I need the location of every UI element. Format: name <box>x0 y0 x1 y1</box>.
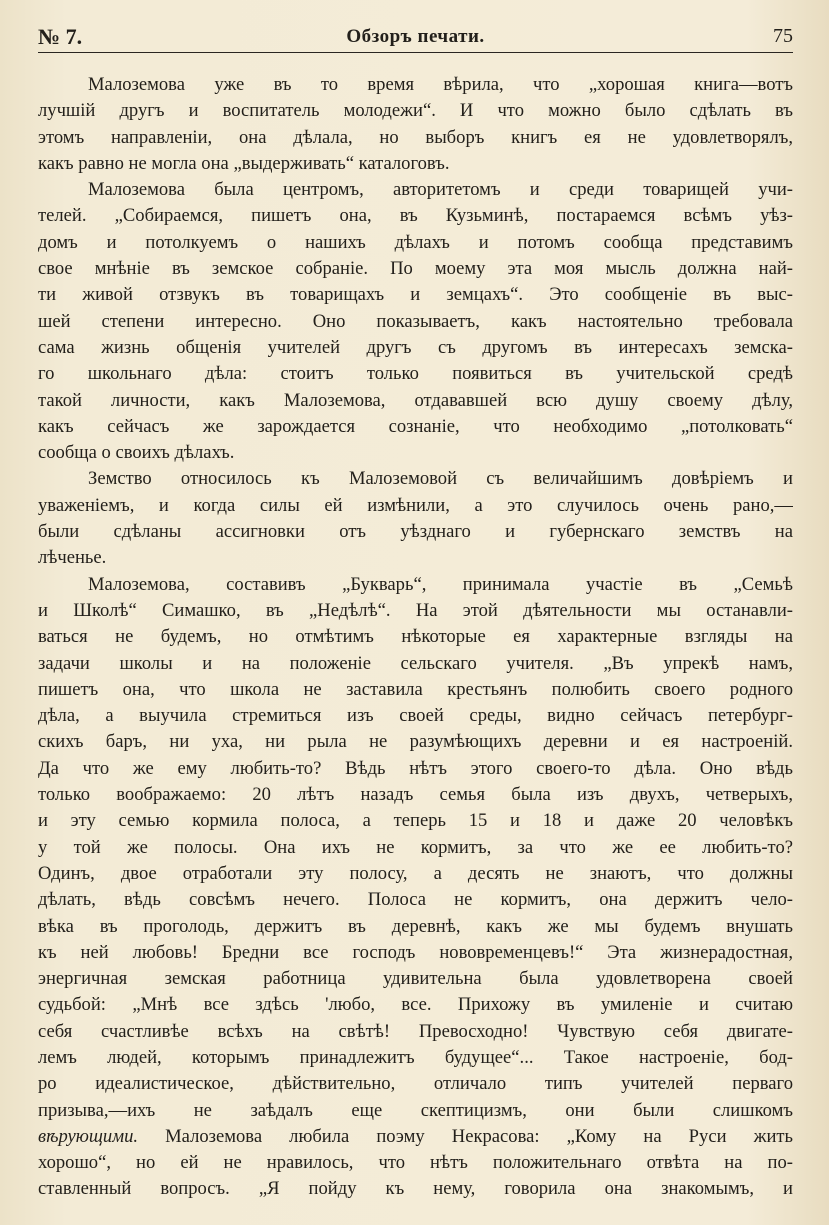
page-number: 75 <box>773 25 793 47</box>
text-line: ваться не будемъ, но отмѣтимъ нѣкоторые ея характерные взгляды на <box>38 626 793 648</box>
text-line: хорошо“, но ей не нравилось, что нѣтъ положительнаго отвѣта на по- <box>38 1152 793 1174</box>
text-line: лѣченье. <box>38 547 107 569</box>
text-line: сама жизнь общенія учителей другъ съ другомъ въ интересахъ земска- <box>38 336 793 358</box>
text-line: дѣлать, вѣдь совсѣмъ нечего. Полоса не кормитъ, она держитъ чело- <box>38 889 793 911</box>
issue-number: № 7. <box>38 24 83 49</box>
text-line: уваженіемъ, и когда силы ей измѣнили, а это случилось очень рано,— <box>38 494 793 516</box>
text-line: къ ней любовь! Бредни все господъ нововременцевъ!“ Эта жизнерадостная, <box>38 941 793 963</box>
text-line: ро идеалистическое, дѣйствительно, отличало типъ учителей перваго <box>38 1073 793 1095</box>
text-line: домъ и потолкуемъ о нашихъ дѣлахъ и потомъ сообща представимъ <box>38 231 793 253</box>
body-text <box>38 72 793 1203</box>
text-line: энергичная земская работница удивительна была удовлетворена своей <box>38 968 793 990</box>
text-line: Малоземова была центромъ, авторитетомъ и среди товарищей учи- <box>88 179 793 201</box>
text-line: судьбой: „Мнѣ все здѣсь 'любо, все. Прихожу въ умиленіе и считаю <box>38 994 793 1016</box>
text-line: и Школѣ“ Симашко, въ „Недѣлѣ“. На этой дѣятельности мы останавли- <box>38 599 793 621</box>
text-line: лучшій другъ и воспитатель молодежи“. И что можно было сдѣлать въ <box>38 100 793 122</box>
text-line: свое мнѣніе въ земское собраніе. По моему эта моя мысль должна най- <box>38 258 793 280</box>
text-line <box>38 1124 793 1150</box>
text-line: и эту семью кормила полоса, а теперь 15 и 18 и даже 20 человѣкъ <box>38 810 793 832</box>
line-text: Малоземова любила поэму Некрасова: „Кому на Руси жить <box>138 1125 793 1147</box>
text-line: задачи школы и на положеніе сельскаго учителя. „Въ упрекѣ намъ, <box>38 652 793 674</box>
text-line: Малоземова уже въ то время вѣрила, что „хорошая книга—вотъ <box>88 74 793 95</box>
text-line: пишетъ она, что школа не заставила крестьянъ полюбить своего родного <box>38 678 793 700</box>
text-line: себя счастливѣе всѣхъ на свѣтѣ! Превосходно! Чувствую себя двигате- <box>38 1020 793 1042</box>
text-line: такой личности, какъ Малоземова, отдававшей всю душу своему дѣлу, <box>38 389 793 411</box>
text-line: какъ равно не могла она „выдерживать“ каталоговъ. <box>38 152 450 174</box>
text-line: только воображаемо: 20 лѣтъ назадъ семья была изъ двухъ, четверыхъ, <box>38 784 793 806</box>
text-line: ставленный вопросъ. „Я пойду къ нему, говорила она знакомымъ, и <box>38 1178 793 1200</box>
text-line: скихъ баръ, ни уха, ни рыла не разумѣющихъ деревни и ея настроеній. <box>38 731 793 753</box>
text-line: Да что же ему любить-то? Вѣдь нѣтъ этого своего-то дѣла. Оно вѣдь <box>38 757 793 779</box>
text-line: дѣла, а выучила стремиться изъ своей среды, видно сейчасъ петербург- <box>38 705 793 727</box>
text-line: какъ сейчасъ же зарождается сознаніе, что необходимо „потолковать“ <box>38 415 793 437</box>
text-line: шей степени интересно. Оно показываетъ, какъ настоятельно требовала <box>38 310 793 332</box>
text-line: Земство относилось къ Малоземовой съ величайшимъ довѣріемъ и <box>88 468 793 490</box>
running-header <box>38 22 793 53</box>
text-line: сообща о своихъ дѣлахъ. <box>38 442 235 464</box>
text-line: лемъ людей, которымъ принадлежитъ будущее“... Такое настроеніе, бод- <box>38 1046 793 1068</box>
text-line: были сдѣланы ассигновки отъ уѣзднаго и губернскаго земствъ на <box>38 521 793 543</box>
text-line: Малоземова, составивъ „Букварь“, принимала участіе въ „Семьѣ <box>88 573 793 595</box>
text-line: го школьнаго дѣла: стоитъ только появиться въ учительской средѣ <box>38 363 793 385</box>
text-line: этомъ направленіи, она дѣлала, но выборъ книгъ ея не удовлетворялъ, <box>38 126 793 148</box>
text-line: призыва,—ихъ не заѣдалъ еще скептицизмъ, они были слишкомъ <box>38 1099 793 1121</box>
italic-emphasis: вѣрующими. <box>38 1125 139 1147</box>
text-line: ти живой отзвукъ въ товарищахъ и земцахъ“. Это сообщеніе въ выс- <box>38 284 793 306</box>
text-line: Одинъ, двое отработали эту полосу, а десять не знаютъ, что должны <box>38 862 793 884</box>
text-line: у той же полосы. Она ихъ не кормитъ, за что же ее любить-то? <box>38 836 793 858</box>
text-line: вѣка въ проголодь, держитъ въ деревнѣ, какъ же мы будемъ внушать <box>38 915 793 937</box>
section-title: Обзоръ печати. <box>346 26 485 47</box>
text-line: телей. „Собираемся, пишетъ она, въ Кузьминѣ, постараемся всѣмъ уѣз- <box>38 205 793 227</box>
